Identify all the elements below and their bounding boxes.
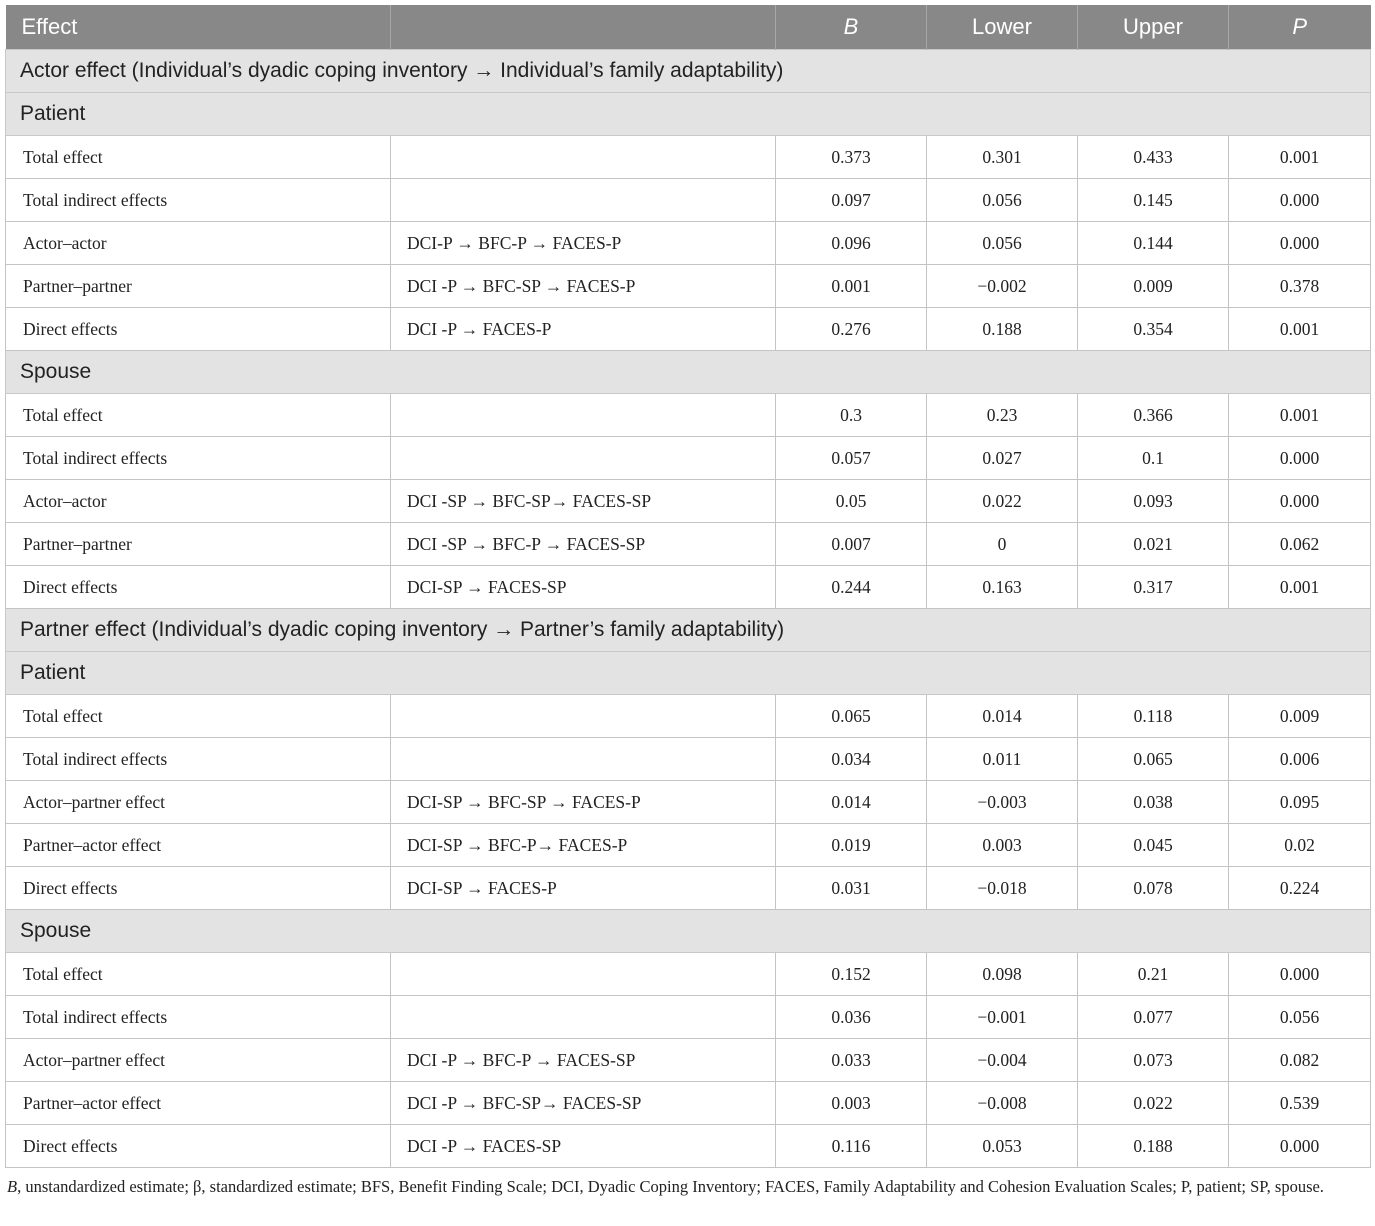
cell-b: 0.033	[776, 1039, 927, 1082]
cell-effect: Total indirect effects	[6, 996, 391, 1039]
cell-path: DCI-SP → BFC-P→ FACES-P	[391, 824, 776, 867]
cell-path: DCI -SP → BFC-P → FACES-SP	[391, 523, 776, 566]
header-p	[1229, 5, 1371, 50]
group-row	[6, 93, 1371, 136]
cell-lower: 0.011	[927, 738, 1078, 781]
header-effect: Effect	[6, 5, 391, 50]
cell-b: 0.034	[776, 738, 927, 781]
table-footnote	[5, 1174, 1372, 1199]
cell-effect: Total indirect effects	[6, 437, 391, 480]
cell-path: DCI-SP → BFC-SP → FACES-P	[391, 781, 776, 824]
group-title: Patient	[6, 93, 1371, 136]
cell-effect: Actor–partner effect	[6, 781, 391, 824]
cell-path: DCI -SP → BFC-SP→ FACES-SP	[391, 480, 776, 523]
cell-lower: −0.001	[927, 996, 1078, 1039]
cell-path	[391, 953, 776, 996]
cell-path	[391, 394, 776, 437]
cell-p: 0.000	[1229, 480, 1371, 523]
cell-upper: 0.045	[1078, 824, 1229, 867]
cell-effect: Total effect	[6, 394, 391, 437]
cell-upper: 0.366	[1078, 394, 1229, 437]
cell-path	[391, 996, 776, 1039]
cell-b: 0.096	[776, 222, 927, 265]
table-row	[6, 523, 1371, 566]
cell-b: 0.014	[776, 781, 927, 824]
cell-b: 0.003	[776, 1082, 927, 1125]
table-row	[6, 1039, 1371, 1082]
section-row	[6, 50, 1371, 93]
cell-lower: 0.098	[927, 953, 1078, 996]
cell-path: DCI -P → BFC-SP → FACES-P	[391, 265, 776, 308]
cell-lower: 0	[927, 523, 1078, 566]
cell-b: 0.097	[776, 179, 927, 222]
cell-b: 0.116	[776, 1125, 927, 1168]
table-row	[6, 265, 1371, 308]
cell-lower: −0.018	[927, 867, 1078, 910]
cell-p: 0.056	[1229, 996, 1371, 1039]
cell-lower: 0.056	[927, 222, 1078, 265]
cell-path: DCI -P → BFC-SP→ FACES-SP	[391, 1082, 776, 1125]
table-row	[6, 394, 1371, 437]
header-lower: Lower	[927, 5, 1078, 50]
table-container	[5, 5, 1370, 1199]
cell-b: 0.152	[776, 953, 927, 996]
table-row	[6, 824, 1371, 867]
cell-upper: 0.354	[1078, 308, 1229, 351]
cell-p: 0.001	[1229, 308, 1371, 351]
cell-path: DCI-SP → FACES-SP	[391, 566, 776, 609]
cell-p: 0.000	[1229, 179, 1371, 222]
cell-b: 0.065	[776, 695, 927, 738]
table-row	[6, 996, 1371, 1039]
cell-lower: 0.014	[927, 695, 1078, 738]
cell-p: 0.000	[1229, 1125, 1371, 1168]
cell-p: 0.000	[1229, 953, 1371, 996]
group-row	[6, 652, 1371, 695]
cell-lower: 0.163	[927, 566, 1078, 609]
cell-path	[391, 437, 776, 480]
cell-upper: 0.1	[1078, 437, 1229, 480]
cell-path	[391, 136, 776, 179]
cell-effect: Partner–actor effect	[6, 1082, 391, 1125]
cell-lower: 0.23	[927, 394, 1078, 437]
cell-upper: 0.144	[1078, 222, 1229, 265]
cell-b: 0.373	[776, 136, 927, 179]
cell-p: 0.378	[1229, 265, 1371, 308]
cell-p: 0.001	[1229, 394, 1371, 437]
cell-upper: 0.022	[1078, 1082, 1229, 1125]
cell-b: 0.05	[776, 480, 927, 523]
cell-lower: −0.008	[927, 1082, 1078, 1125]
table-row	[6, 695, 1371, 738]
table-row	[6, 480, 1371, 523]
group-title: Patient	[6, 652, 1371, 695]
cell-effect: Actor–actor	[6, 222, 391, 265]
cell-path	[391, 695, 776, 738]
cell-b: 0.276	[776, 308, 927, 351]
table-row	[6, 953, 1371, 996]
cell-p: 0.062	[1229, 523, 1371, 566]
cell-upper: 0.433	[1078, 136, 1229, 179]
cell-effect: Total effect	[6, 953, 391, 996]
table-row	[6, 566, 1371, 609]
table-row	[6, 867, 1371, 910]
header-row	[6, 5, 1371, 50]
cell-lower: 0.188	[927, 308, 1078, 351]
header-p-text: P	[1292, 14, 1308, 39]
cell-path: DCI-P → BFC-P → FACES-P	[391, 222, 776, 265]
table-row	[6, 437, 1371, 480]
header-upper: Upper	[1078, 5, 1229, 50]
cell-b: 0.001	[776, 265, 927, 308]
cell-p: 0.001	[1229, 136, 1371, 179]
table-row	[6, 781, 1371, 824]
cell-upper: 0.188	[1078, 1125, 1229, 1168]
table-body	[6, 50, 1371, 1168]
cell-p: 0.006	[1229, 738, 1371, 781]
cell-lower: −0.002	[927, 265, 1078, 308]
cell-b: 0.036	[776, 996, 927, 1039]
table-row	[6, 308, 1371, 351]
cell-path: DCI -P → BFC-P → FACES-SP	[391, 1039, 776, 1082]
cell-effect: Actor–partner effect	[6, 1039, 391, 1082]
cell-effect: Partner–partner	[6, 523, 391, 566]
cell-upper: 0.073	[1078, 1039, 1229, 1082]
cell-p: 0.539	[1229, 1082, 1371, 1125]
cell-p: 0.224	[1229, 867, 1371, 910]
cell-upper: 0.077	[1078, 996, 1229, 1039]
cell-effect: Direct effects	[6, 867, 391, 910]
cell-lower: 0.003	[927, 824, 1078, 867]
cell-b: 0.244	[776, 566, 927, 609]
cell-p: 0.000	[1229, 437, 1371, 480]
group-row	[6, 351, 1371, 394]
cell-p: 0.082	[1229, 1039, 1371, 1082]
cell-lower: 0.301	[927, 136, 1078, 179]
cell-lower: 0.056	[927, 179, 1078, 222]
cell-upper: 0.317	[1078, 566, 1229, 609]
cell-upper: 0.145	[1078, 179, 1229, 222]
cell-p: 0.095	[1229, 781, 1371, 824]
cell-upper: 0.009	[1078, 265, 1229, 308]
cell-effect: Direct effects	[6, 566, 391, 609]
cell-b: 0.057	[776, 437, 927, 480]
cell-upper: 0.093	[1078, 480, 1229, 523]
cell-p: 0.02	[1229, 824, 1371, 867]
cell-upper: 0.21	[1078, 953, 1229, 996]
cell-p: 0.001	[1229, 566, 1371, 609]
cell-upper: 0.065	[1078, 738, 1229, 781]
cell-effect: Total effect	[6, 136, 391, 179]
cell-effect: Direct effects	[6, 308, 391, 351]
cell-lower: −0.003	[927, 781, 1078, 824]
cell-effect: Total effect	[6, 695, 391, 738]
cell-effect: Partner–actor effect	[6, 824, 391, 867]
table-row	[6, 1125, 1371, 1168]
cell-lower: 0.053	[927, 1125, 1078, 1168]
cell-path: DCI-SP → FACES-P	[391, 867, 776, 910]
cell-effect: Partner–partner	[6, 265, 391, 308]
group-title: Spouse	[6, 910, 1371, 953]
results-table	[5, 5, 1371, 1168]
table-row	[6, 222, 1371, 265]
cell-path: DCI -P → FACES-SP	[391, 1125, 776, 1168]
section-title: Partner effect (Individual’s dyadic coping inventory → Partner’s family adaptability)	[6, 609, 1371, 652]
section-row	[6, 609, 1371, 652]
cell-path: DCI -P → FACES-P	[391, 308, 776, 351]
footnote-text: , unstandardized estimate; β, standardized estimate; BFS, Benefit Finding Scale; DCI, Dyadic Coping Inventory; FACES, Family Adaptability and Cohesion Evaluation Scales; P, patient; SP, spouse.	[17, 1177, 1324, 1196]
cell-b: 0.007	[776, 523, 927, 566]
cell-path	[391, 179, 776, 222]
group-title: Spouse	[6, 351, 1371, 394]
cell-upper: 0.021	[1078, 523, 1229, 566]
cell-b: 0.019	[776, 824, 927, 867]
cell-upper: 0.038	[1078, 781, 1229, 824]
group-row	[6, 910, 1371, 953]
cell-effect: Total indirect effects	[6, 179, 391, 222]
cell-path	[391, 738, 776, 781]
table-row	[6, 738, 1371, 781]
footnote-b-symbol: B	[7, 1177, 18, 1196]
cell-lower: −0.004	[927, 1039, 1078, 1082]
header-b	[776, 5, 927, 50]
section-title: Actor effect (Individual’s dyadic coping inventory → Individual’s family adaptability)	[6, 50, 1371, 93]
cell-upper: 0.118	[1078, 695, 1229, 738]
cell-effect: Direct effects	[6, 1125, 391, 1168]
cell-effect: Total indirect effects	[6, 738, 391, 781]
cell-b: 0.031	[776, 867, 927, 910]
cell-p: 0.009	[1229, 695, 1371, 738]
cell-effect: Actor–actor	[6, 480, 391, 523]
cell-lower: 0.027	[927, 437, 1078, 480]
cell-upper: 0.078	[1078, 867, 1229, 910]
header-path	[391, 5, 776, 50]
table-row	[6, 1082, 1371, 1125]
cell-b: 0.3	[776, 394, 927, 437]
cell-p: 0.000	[1229, 222, 1371, 265]
header-b-text: B	[843, 14, 859, 39]
table-row	[6, 179, 1371, 222]
cell-lower: 0.022	[927, 480, 1078, 523]
table-row	[6, 136, 1371, 179]
